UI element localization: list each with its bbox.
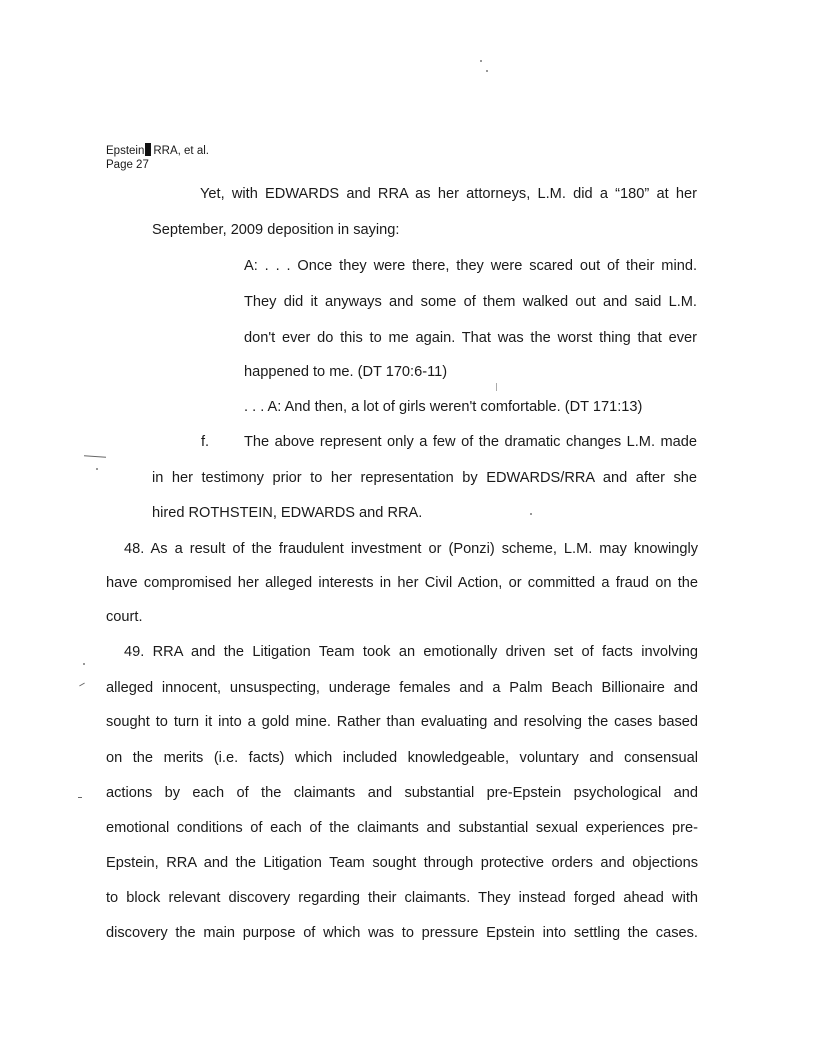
paragraph-line: actions by each of the claimants and substantial pre-Epstein psychological and [106, 785, 698, 801]
quote-line: A: . . . Once they were there, they were scared out of their mind. [244, 258, 697, 274]
paragraph-line: discovery the main purpose of which was to pressure Epstein into settling the cases. [106, 925, 698, 941]
case-caption-left: Epstein [106, 145, 145, 157]
quote-line: don't ever do this to me again. That was the worst thing that ever [244, 330, 697, 346]
paragraph-line: The above represent only a few of the dramatic changes L.M. made [244, 434, 697, 450]
scan-mark [78, 797, 82, 798]
paragraph-line: in her testimony prior to her representation by EDWARDS/RRA and after she [152, 470, 697, 486]
scan-mark [496, 383, 497, 391]
quote-line: happened to me. (DT 170:6-11) [244, 364, 448, 380]
quote-line: They did it anyways and some of them walked out and said L.M. [244, 294, 697, 310]
paragraph-line: have compromised her alleged interests in her Civil Action, or committed a fraud on the [106, 575, 698, 591]
paragraph-line: court. [106, 609, 143, 625]
paragraph-line: September, 2009 deposition in saying: [152, 222, 400, 238]
redaction-mark [145, 143, 151, 156]
paragraph-line: hired ROTHSTEIN, EDWARDS and RRA. [152, 505, 423, 521]
paragraph-line: 49. RRA and the Litigation Team took an emotionally driven set of facts involving [124, 644, 698, 660]
page-number: Page 27 [106, 159, 149, 171]
paragraph-line: on the merits (i.e. facts) which included knowledgeable, voluntary and consensual [106, 750, 698, 766]
paragraph-line: alleged innocent, unsuspecting, underage females and a Palm Beach Billionaire and [106, 680, 698, 696]
scan-mark [84, 455, 106, 458]
list-marker: f. [201, 434, 210, 450]
page-header [106, 143, 209, 172]
paragraph-line: Epstein, RRA and the Litigation Team sought through protective orders and objections [106, 855, 698, 871]
scan-speck [83, 663, 85, 665]
paragraph-line: emotional conditions of each of the claimants and substantial sexual experiences pre- [106, 820, 698, 836]
quote-line: . . . A: And then, a lot of girls weren't comfortable. (DT 171:13) [244, 399, 643, 415]
scan-speck [96, 468, 98, 470]
scan-mark [79, 683, 85, 687]
paragraph-line: sought to turn it into a gold mine. Rather than evaluating and resolving the cases based [106, 714, 698, 730]
case-caption-right: RRA, et al. [153, 145, 209, 157]
paragraph-line: to block relevant discovery regarding their claimants. They instead forged ahead with [106, 890, 698, 906]
paragraph-line: Yet, with EDWARDS and RRA as her attorneys, L.M. did a “180” at her [200, 186, 697, 202]
scan-speck [530, 513, 532, 515]
scan-speck [486, 70, 488, 72]
paragraph-line: 48. As a result of the fraudulent investment or (Ponzi) scheme, L.M. may knowingly [124, 541, 698, 557]
case-caption [106, 143, 209, 158]
scan-speck [480, 60, 482, 62]
